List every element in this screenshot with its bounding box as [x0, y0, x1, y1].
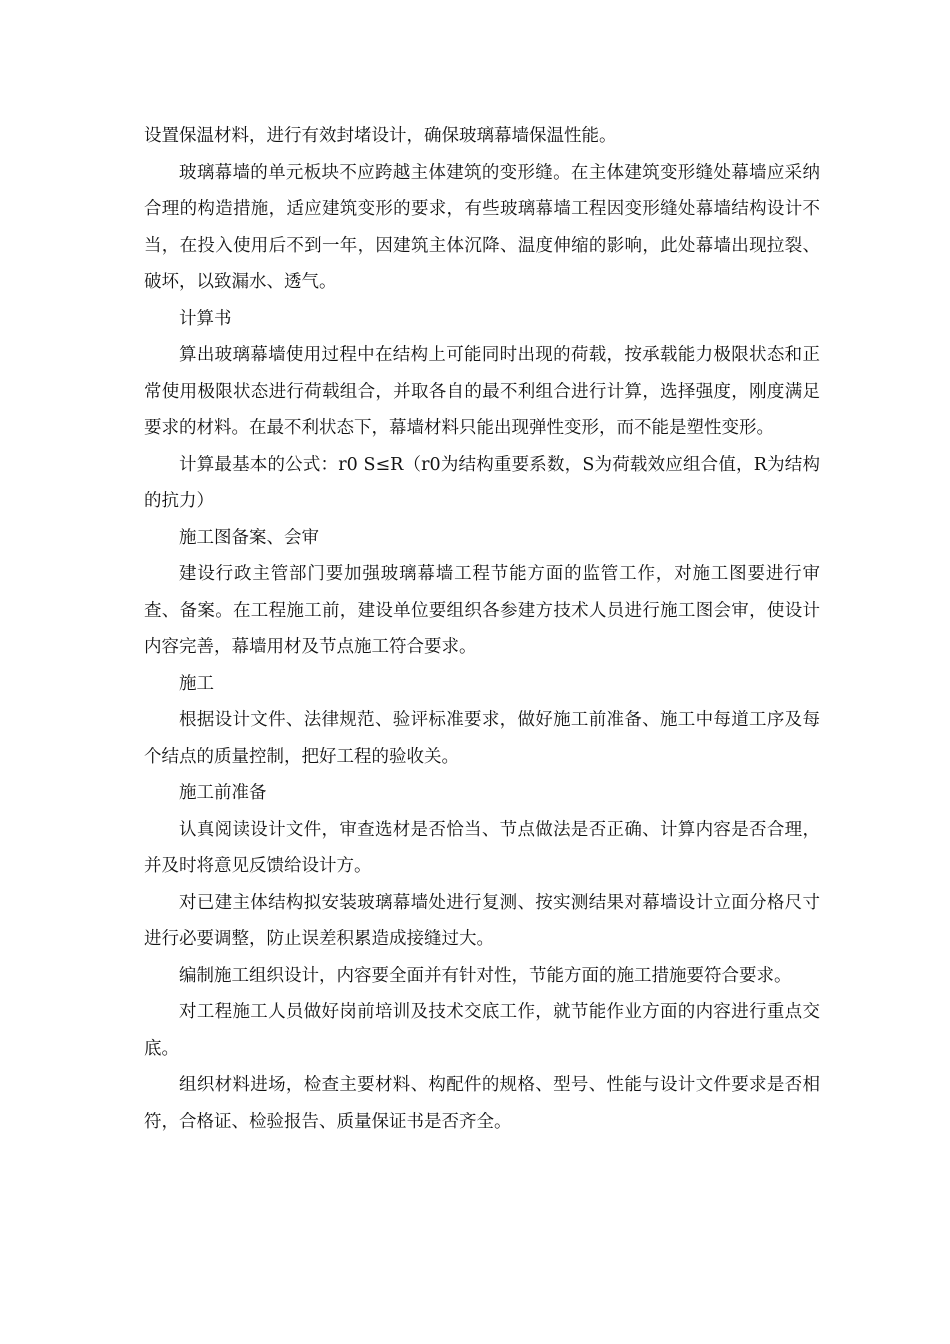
- paragraph-material-inspection: 组织材料进场，检查主要材料、构配件的规格、型号、性能与设计文件要求是否相符，合格证、检验报告、质量保证书是否齐全。: [144, 1075, 820, 1132]
- document-body: [144, 118, 820, 1140]
- paragraph-construction: 根据设计文件、法律规范、验评标准要求，做好施工前准备、施工中每道工序及每个结点的质量控制，把好工程的验收关。: [144, 710, 820, 767]
- heading-preparation: 施工前准备: [179, 783, 267, 803]
- heading-calculation-book: 计算书: [179, 308, 232, 329]
- paragraph-organization-design: 编制施工组织设计，内容要全面并有针对性，节能方面的施工措施要符合要求。: [179, 965, 792, 986]
- heading-construction: 施工: [179, 673, 214, 694]
- paragraph-drawing-review: 建设行政主管部门要加强玻璃幕墙工程节能方面的监管工作，对施工图要进行审查、备案。在工程施工前，建设单位要组织各参建方技术人员进行施工图会审，使设计内容完善，幕墙用材及节点施工符合要求。: [144, 564, 820, 657]
- paragraph-training: 对工程施工人员做好岗前培训及技术交底工作，就节能作业方面的内容进行重点交底。: [144, 1002, 820, 1059]
- paragraph-deformation-joint: 玻璃幕墙的单元板块不应跨越主体建筑的变形缝。在主体建筑变形缝处幕墙应采纳合理的构造措施，适应建筑变形的要求，有些玻璃幕墙工程因变形缝处幕墙结构设计不当，在投入使用后不到一年，因建筑主体沉降、温度伸缩的影响，此处幕墙出现拉裂、破坏，以致漏水、透气。: [144, 162, 820, 292]
- paragraph-basic-formula: 计算最基本的公式：r0 S≤R（r0为结构重要系数，S为荷载效应组合值，R为结构的抗力）: [144, 454, 820, 511]
- paragraph-remeasure: 对已建主体结构拟安装玻璃幕墙处进行复测、按实测结果对幕墙设计立面分格尺寸进行必要调整，防止误差积累造成接缝过大。: [144, 892, 820, 949]
- paragraph-load-calculation: 算出玻璃幕墙使用过程中在结构上可能同时出现的荷载，按承载能力极限状态和正常使用极限状态进行荷载组合，并取各自的最不利组合进行计算，选择强度，刚度满足要求的材料。在最不利状态下，幕墙材料只能出现弹性变形，而不能是塑性变形。: [144, 345, 820, 438]
- paragraph-read-design: 认真阅读设计文件，审查选材是否恰当、节点做法是否正确、计算内容是否合理，并及时将意见反馈给设计方。: [144, 819, 820, 876]
- paragraph-insulation-continued: 设置保温材料，进行有效封堵设计，确保玻璃幕墙保温性能。: [144, 126, 617, 146]
- heading-drawing-review: 施工图备案、会审: [179, 527, 319, 548]
